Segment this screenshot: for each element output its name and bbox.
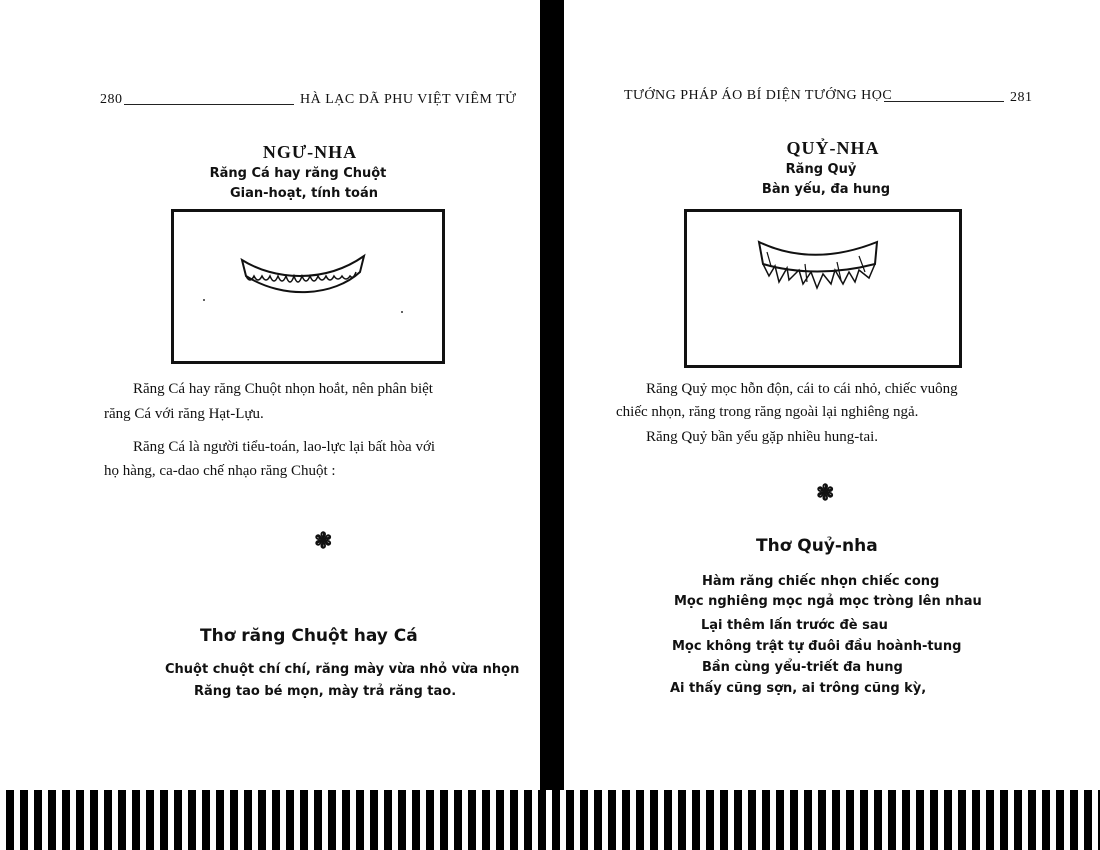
poem-line-right: Hàm răng chiếc nhọn chiếc cong — [702, 574, 940, 589]
running-head-left: HÀ LẠC DÃ PHU VIỆT VIÊM TỬ — [300, 92, 517, 107]
poem-line-right: Bần cùng yểu-triết đa hung — [702, 660, 903, 675]
left-page — [0, 0, 540, 790]
section-trait-right: Bàn yếu, đa hung — [761, 182, 891, 197]
poem-title-right: Thơ Quỷ-nha — [756, 536, 878, 556]
section-subtitle-right: Răng Quỷ — [785, 162, 857, 177]
paragraph-1-line-2-left: răng Cá với răng Hạt-Lựu. — [104, 406, 264, 422]
ornament-star-left: ❃ — [314, 528, 333, 553]
paragraph-2-line-1-left: Răng Cá là người tiểu-toán, lao-lực lại bất hòa với — [133, 439, 436, 455]
fish-teeth-illustration — [174, 212, 442, 361]
poem-line-right: Mọc không trật tự đuôi đầu hoành-tung — [672, 639, 962, 654]
section-trait-left: Gian-hoạt, tính toán — [229, 186, 379, 201]
poem-title-left: Thơ răng Chuột hay Cá — [200, 626, 418, 646]
poem-line-right: Lại thêm lấn trước đè sau — [701, 618, 888, 633]
ornament-star-right: ❃ — [816, 480, 835, 505]
paragraph-1-line-2-right: chiếc nhọn, răng trong răng ngoài lại nghiêng ngả. — [616, 404, 919, 420]
paragraph-1-line-1-right: Răng Quỷ mọc hỗn độn, cái to cái nhỏ, chiếc vuông — [646, 381, 958, 397]
running-head-right: TƯỚNG PHÁP ÁO BÍ DIỆN TƯỚNG HỌC — [624, 88, 893, 103]
poem-line-right: Mọc nghiêng mọc ngả mọc tròng lên nhau — [674, 594, 982, 609]
paragraph-2-line-2-left: họ hàng, ca-dao chế nhạo răng Chuột : — [104, 463, 336, 479]
section-title-left: NGƯ-NHA — [262, 142, 358, 162]
paragraph-1-line-1-left: Răng Cá hay răng Chuột nhọn hoắt, nên phân biệt — [133, 381, 433, 397]
illustration-frame-right — [684, 209, 962, 368]
page-number-left: 280 — [100, 92, 123, 107]
header-rule-left — [124, 104, 294, 105]
page-gutter — [540, 0, 564, 790]
ghost-teeth-illustration — [687, 212, 959, 365]
paragraph-2-line-1-right: Răng Quỷ bần yểu gặp nhiều hung-tai. — [646, 429, 879, 445]
poem-line-left: Chuột chuột chí chí, răng mày vừa nhỏ vừa nhọn — [165, 662, 520, 677]
right-page — [564, 0, 1100, 790]
page-number-right: 281 — [1010, 90, 1033, 105]
scan-edge-strip — [0, 790, 1100, 850]
section-subtitle-left: Răng Cá hay răng Chuột — [209, 166, 387, 181]
section-title-right: QUỶ-NHA — [786, 138, 880, 158]
poem-line-left: Răng tao bé mọn, mày trả răng tao. — [194, 684, 457, 699]
header-rule-right — [884, 101, 1004, 102]
illustration-frame-left — [171, 209, 445, 364]
poem-line-right: Ai thấy cũng sợn, ai trông cũng kỳ, — [670, 681, 927, 696]
